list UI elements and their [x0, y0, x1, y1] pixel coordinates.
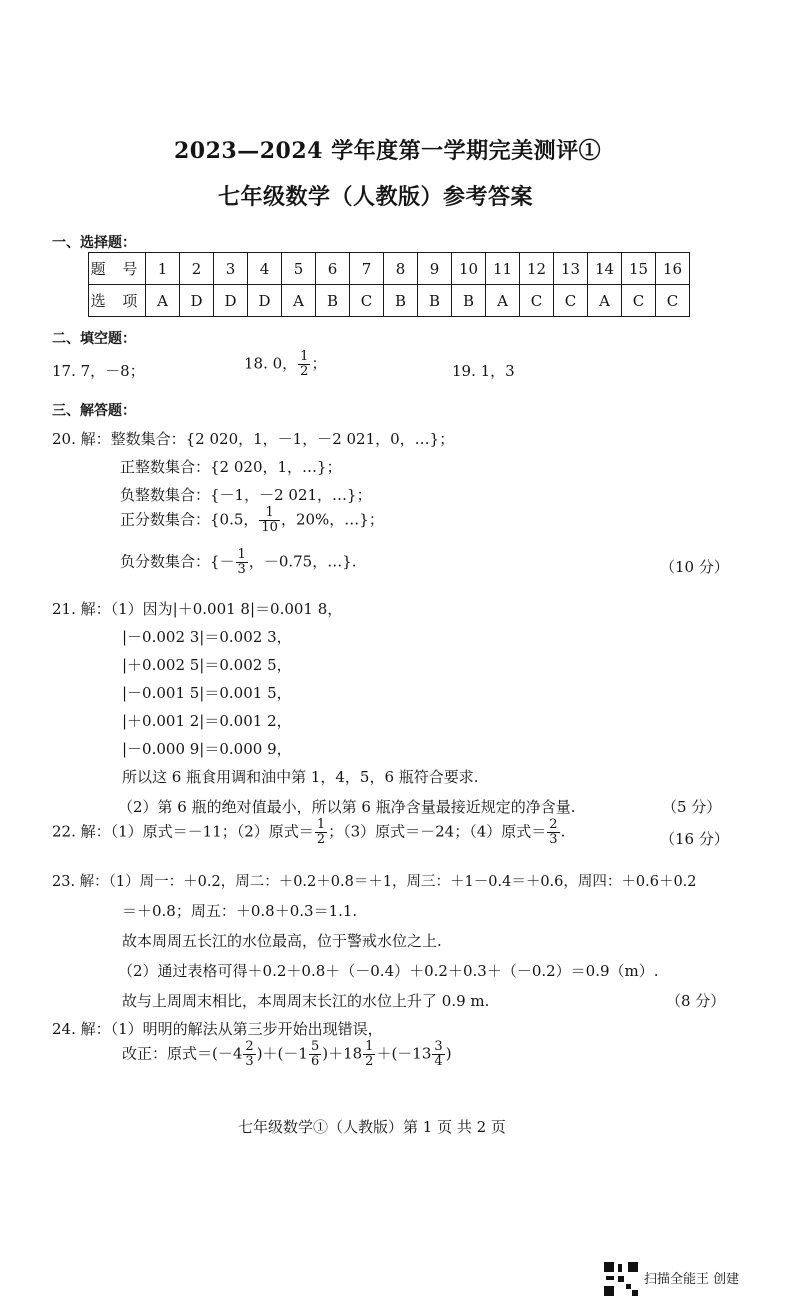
- q21-line2: |－0.002 3|＝0.002 3，: [122, 628, 292, 646]
- answer-option-cell: C: [350, 285, 384, 317]
- question-number-cell: 12: [520, 253, 554, 285]
- answer-table-option-row: [89, 285, 690, 317]
- question-number-cell: 6: [316, 253, 350, 285]
- q22-line: 22. 解：（1）原式＝－11；（2）原式＝ $\frac{1}{2}$ ；（3）原式＝－24；（4）原式＝ $\frac{2}{3}$ .: [52, 817, 566, 847]
- answer-option-cell: D: [248, 285, 282, 317]
- q20-line5: 负分数集合：{－ $\frac{1}{3}$ ，－0.75，…}.: [120, 547, 357, 577]
- answer-19: 19. 1，3: [452, 362, 515, 380]
- q20-line1: 20. 解：整数集合：{2 020，1，－1，－2 021，0，…}；: [52, 430, 455, 448]
- question-number-cell: 3: [214, 253, 248, 285]
- q20-fraction-1-10: $\frac{1}{10}$: [261, 505, 278, 535]
- answer-option-cell: C: [622, 285, 656, 317]
- answer-option-cell: A: [486, 285, 520, 317]
- answer-17: 17. 7，－8；: [52, 362, 145, 380]
- q24-fraction-3-4: $\frac{3}{4}$: [434, 1039, 443, 1069]
- q24-fraction-1-2: $\frac{1}{2}$: [365, 1039, 374, 1069]
- q24-fraction-2-3: $\frac{2}{3}$: [245, 1039, 254, 1069]
- answer-table: [88, 252, 690, 317]
- answer-option-cell: A: [146, 285, 180, 317]
- document-title: 2023—2024 学年度第一学期完美测评①: [174, 138, 602, 164]
- answer-option-cell: C: [656, 285, 690, 317]
- q24-line1: 24. 解：（1）明明的解法从第三步开始出现错误，: [52, 1020, 383, 1038]
- answer-option-cell: C: [520, 285, 554, 317]
- section-fill-heading: 二、填空题：: [52, 331, 136, 347]
- answer-option-cell: D: [180, 285, 214, 317]
- answer-option-cell: B: [418, 285, 452, 317]
- q22-fraction-1-2: $\frac{1}{2}$: [316, 817, 326, 847]
- answer-option-cell: C: [554, 285, 588, 317]
- q21-line3: |＋0.002 5|＝0.002 5，: [122, 656, 292, 674]
- question-number-cell: 1: [146, 253, 180, 285]
- question-number-cell: 4: [248, 253, 282, 285]
- q20-line2: 正整数集合：{2 020，1，…}；: [120, 458, 342, 476]
- q23-line1: 23. 解：（1）周一：＋0.2，周二：＋0.2＋0.8＝＋1，周三：＋1－0.4＝＋0.6，周四：＋0.6＋0.2: [52, 874, 697, 890]
- q23-line5: 故与上周周末相比，本周周末长江的水位上升了 0.9 m.: [122, 992, 490, 1010]
- answer-option-cell: B: [452, 285, 486, 317]
- q22-score: （16 分）: [660, 830, 729, 848]
- table-header-number: 题 号: [89, 253, 146, 285]
- answer-18-text: 18. 0，: [244, 354, 298, 373]
- q23-line2: ＝＋0.8；周五：＋0.8＋0.3＝1.1.: [122, 902, 358, 920]
- question-number-cell: 16: [656, 253, 690, 285]
- question-number-cell: 10: [452, 253, 486, 285]
- q21-line1: 21. 解：（1）因为|＋0.001 8|＝0.001 8，: [52, 600, 343, 618]
- section-choice-heading: 一、选择题：: [52, 235, 136, 251]
- q22-fraction-2-3: $\frac{2}{3}$: [549, 817, 558, 847]
- q23-line4: （2）通过表格可得＋0.2＋0.8＋（－0.4）＋0.2＋0.3＋（－0.2）＝0.9（m）.: [118, 962, 659, 980]
- question-number-cell: 7: [350, 253, 384, 285]
- document-subtitle: 七年级数学（人教版）参考答案: [218, 184, 534, 210]
- q20-line3: 负整数集合：{－1，－2 021，…}；: [120, 486, 372, 504]
- scanner-watermark: 扫描全能王 创建: [644, 1272, 740, 1287]
- q20-fraction-1-3: $\frac{1}{3}$: [237, 547, 246, 577]
- answer-table-number-row: [89, 253, 690, 285]
- question-number-cell: 5: [282, 253, 316, 285]
- question-number-cell: 9: [418, 253, 452, 285]
- question-number-cell: 2: [180, 253, 214, 285]
- section-solution-heading: 三、解答题：: [52, 403, 136, 419]
- q21-line7: 所以这 6 瓶食用调和油中第 1，4，5，6 瓶符合要求.: [122, 768, 479, 786]
- q21-line4: |－0.001 5|＝0.001 5，: [122, 684, 292, 702]
- q20-score: （10 分）: [660, 558, 729, 576]
- question-number-cell: 11: [486, 253, 520, 285]
- q20-line4: 正分数集合：{0.5， $\frac{1}{10}$ ，20%，…}；: [120, 505, 384, 535]
- qr-code-icon: [604, 1262, 638, 1296]
- q21-score: （5 分）: [662, 798, 722, 816]
- q21-line8: （2）第 6 瓶的绝对值最小，所以第 6 瓶净含量最接近规定的净含量.: [118, 798, 576, 816]
- page-footer: 七年级数学①（人教版）第 1 页 共 2 页: [238, 1118, 506, 1136]
- q21-line6: |－0.000 9|＝0.000 9，: [122, 740, 292, 758]
- answer-18: 18. 0， $\frac{1}{2}$ ；: [244, 349, 327, 379]
- question-number-cell: 13: [554, 253, 588, 285]
- table-header-option: 选 项: [89, 285, 146, 317]
- q24-line2: 改正：原式＝(－4 $\frac{2}{3}$ )＋(－1 $\frac{5}{6}$ )＋18 $\frac{1}{2}$ ＋(－13 $\frac{3}{4}$ ): [122, 1039, 452, 1069]
- answer-option-cell: A: [588, 285, 622, 317]
- answer-option-cell: A: [282, 285, 316, 317]
- q24-fraction-5-6: $\frac{5}{6}$: [310, 1039, 320, 1069]
- q23-line3: 故本周周五长江的水位最高，位于警戒水位之上.: [122, 932, 442, 950]
- question-number-cell: 15: [622, 253, 656, 285]
- answer-option-cell: D: [214, 285, 248, 317]
- question-number-cell: 8: [384, 253, 418, 285]
- answer-option-cell: B: [316, 285, 350, 317]
- question-number-cell: 14: [588, 253, 622, 285]
- q23-score: （8 分）: [666, 992, 726, 1010]
- q21-line5: |＋0.001 2|＝0.001 2，: [122, 712, 292, 730]
- answer-18-fraction: $\frac{1}{2}$: [300, 349, 309, 379]
- answer-option-cell: B: [384, 285, 418, 317]
